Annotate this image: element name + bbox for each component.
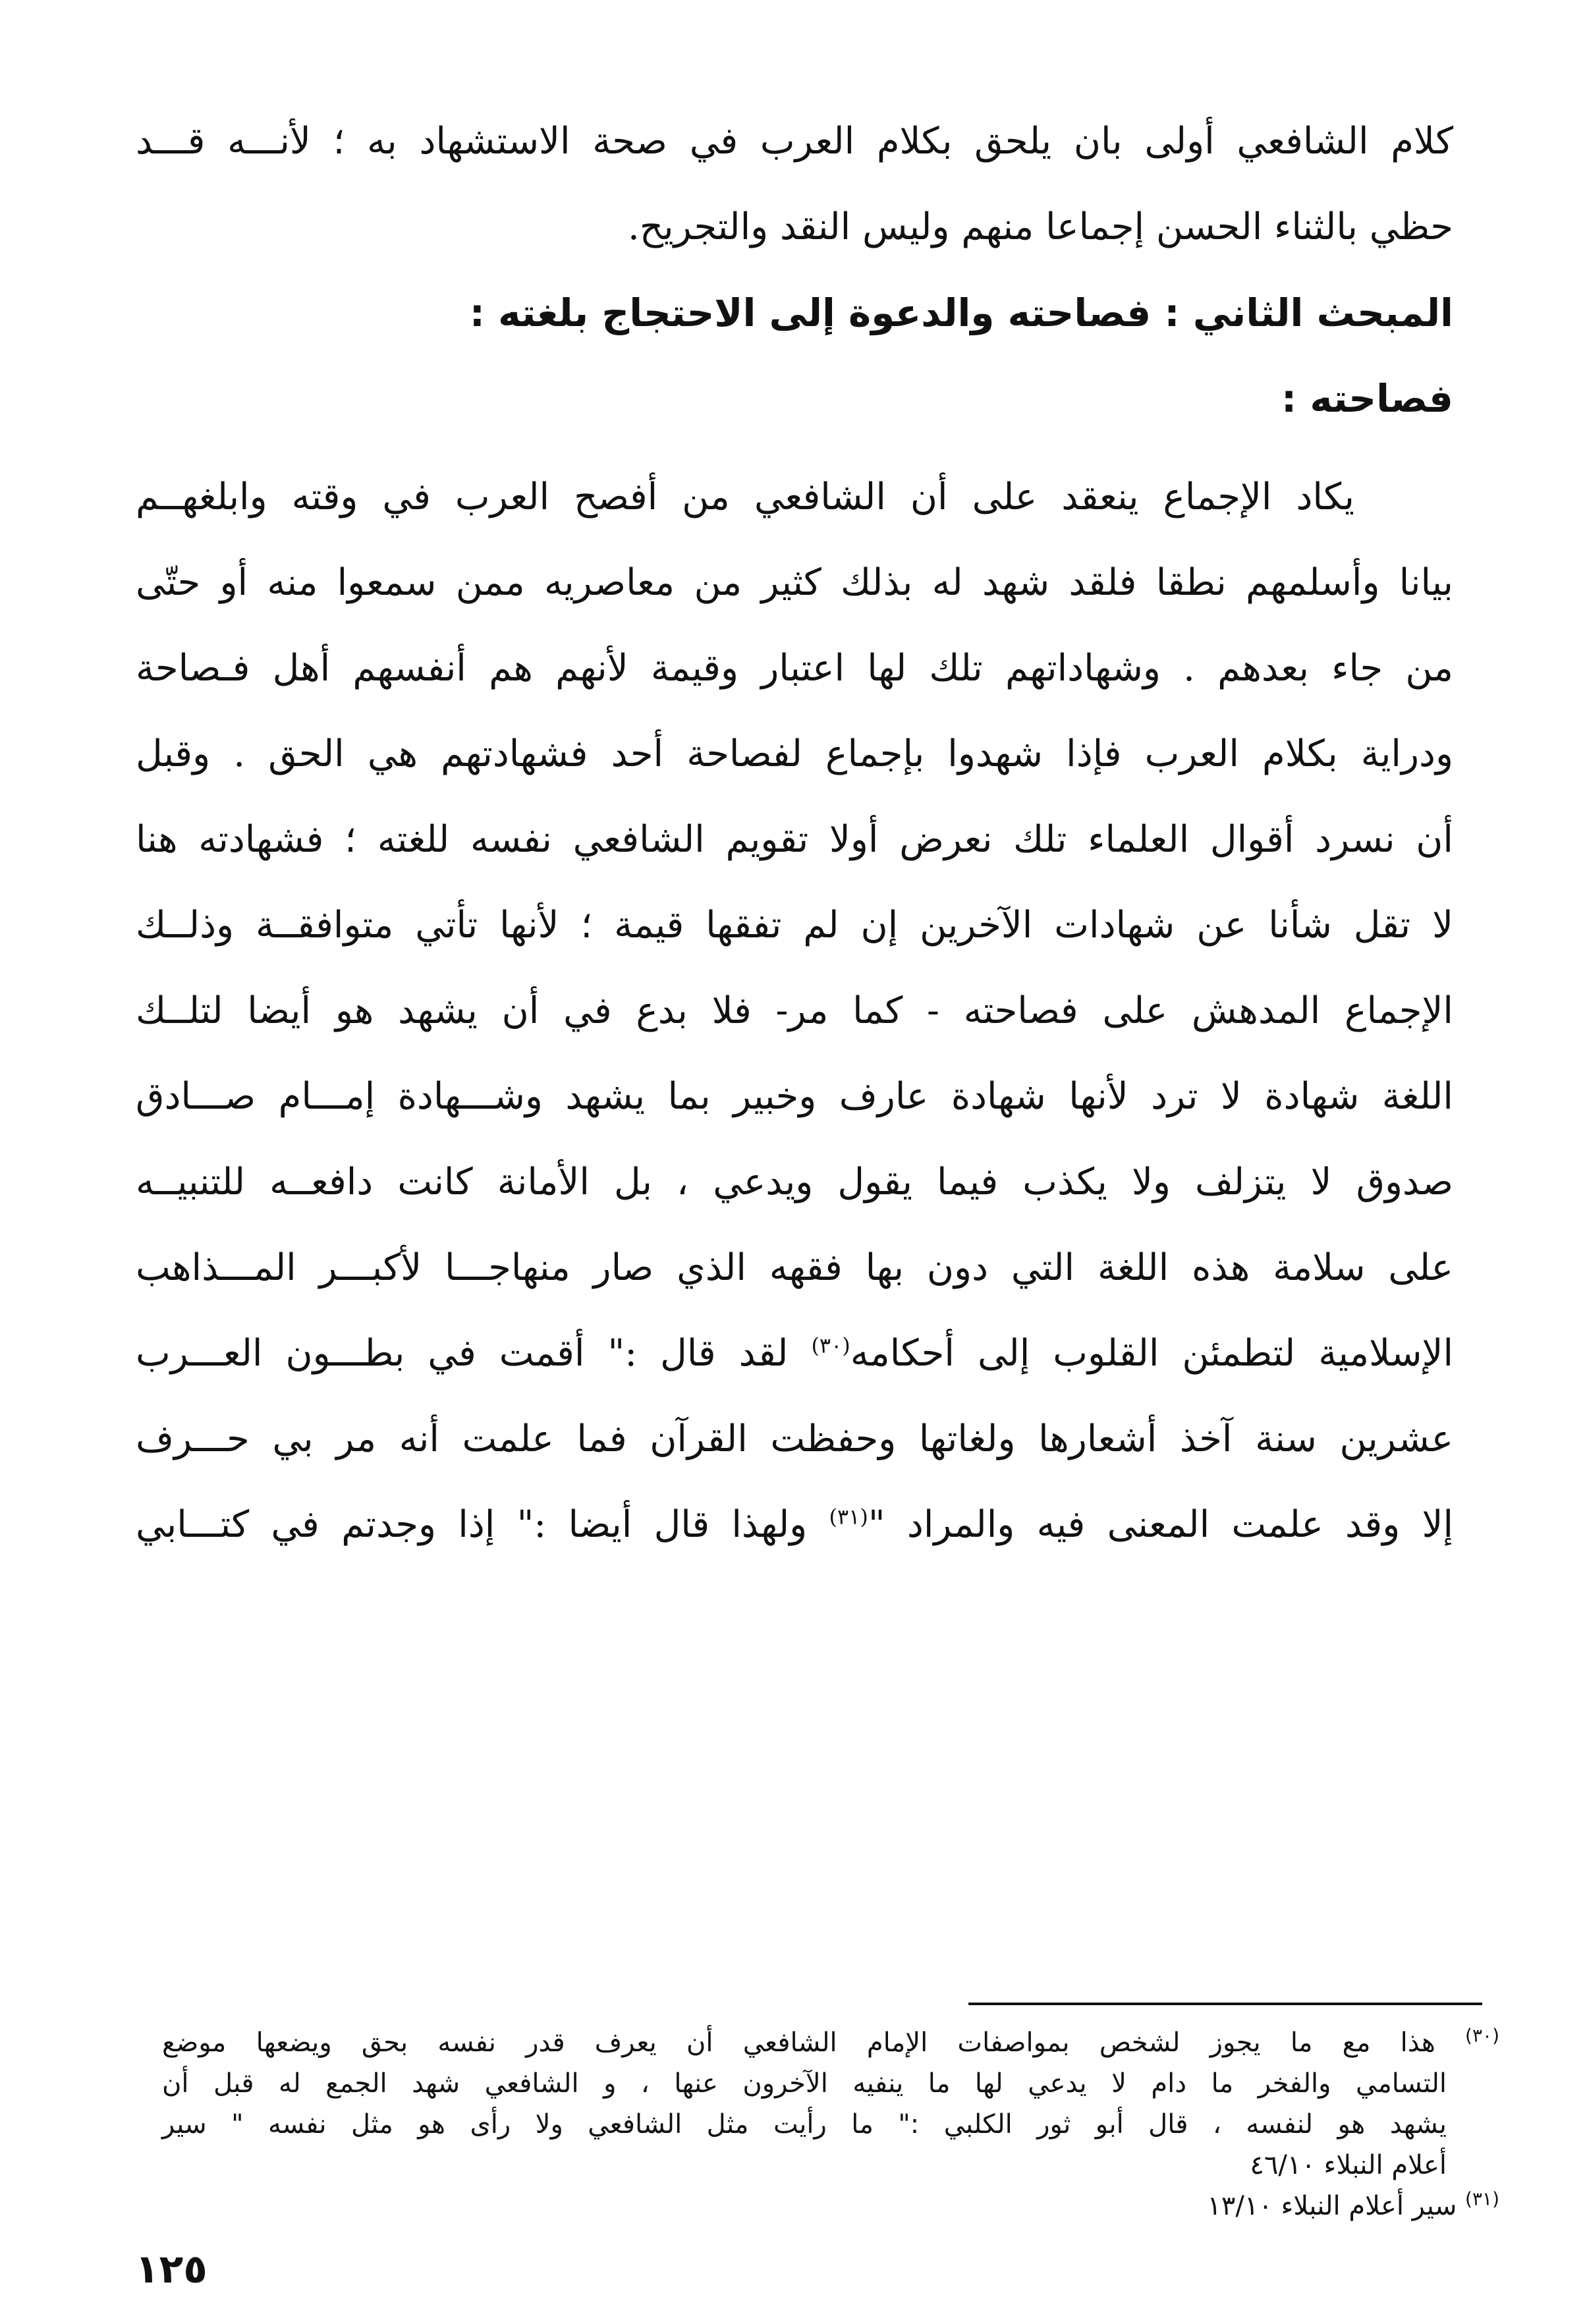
text-line: كلام الشافعي أولى بان يلحق بكلام العرب في صحة الاستشهاد به ؛ لأنـــه قـــد <box>136 120 1453 163</box>
text-line: بيانا وأسلمهم نطقا فلقد شهد له بذلك كثير من معاصريه ممن سمعوا منه أو حتّى <box>136 561 1453 604</box>
text-segment: ولهذا قال أيضا :" إذا وجدتم في كتـــابي <box>136 1503 829 1546</box>
text-line: الإجماع المدهش على فصاحته - كما مر- فلا بدع في أن يشهد هو أيضا لتلــك <box>136 989 1453 1032</box>
text-line: ودراية بكلام العرب فإذا شهدوا بإجماع لفصاحة أحد فشهادتهم هي الحق . وقبل <box>136 733 1453 775</box>
footnote-mark: (٣١) <box>1465 2188 1499 2210</box>
text-segment: إلا وقد علمت المعنى فيه والمراد " <box>868 1503 1454 1546</box>
text-line-with-footnote <box>136 1482 1453 1568</box>
text-line-with-footnote <box>136 1311 1453 1397</box>
footnote-mark: (٣٠) <box>1465 2024 1499 2047</box>
footnote-31 <box>162 2186 1499 2227</box>
subheading: فصاحته : <box>1281 376 1453 421</box>
footnote-text: هذا مع ما يجوز لشخص بمواصفات الإمام الشافعي أن يعرف قدر نفسه بحق ويضعها موضع <box>162 2028 1435 2058</box>
footnote-line: التسامي والفخر ما دام لا يدعي لها ما ينفيه الآخرون عنها ، و الشافعي شهد الجمع له قبل أن <box>162 2068 1447 2099</box>
footnote-ref[interactable]: (٣٠) <box>811 1333 850 1358</box>
text-line: من جاء بعدهم . وشهاداتهم تلك لها اعتبار وقيمة لأنهم هم أنفسهم أهل فـصاحة <box>136 647 1453 690</box>
footnotes <box>162 2022 1499 2227</box>
text-line: صدوق لا يتزلف ولا يكذب فيما يقول ويدعي ، بل الأمانة كانت دافعــه للتنبيــه <box>136 1161 1454 1204</box>
section-heading: المبحث الثاني : فصاحته والدعوة إلى الاحتجاج بلغته : <box>469 290 1453 335</box>
paragraph <box>136 455 1453 1568</box>
footnote-line: يشهد هو لنفسه ، قال أبو ثور الكلبي :" ما رأيت مثل الشافعي ولا رأى هو مثل نفسه " سير <box>162 2109 1447 2140</box>
text-line: عشرين سنة آخذ أشعارها ولغاتها وحفظت القرآن فما علمت أنه مر بي حـــرف <box>136 1418 1453 1460</box>
text-line: حظي بالثناء الحسن إجماعا منهم وليس النقد والتجريح. <box>628 206 1453 248</box>
text-line: يكاد الإجماع ينعقد على أن الشافعي من أفصح العرب في وقته وابلغهــم <box>136 476 1354 518</box>
text-line: اللغة شهادة لا ترد لأنها شهادة عارف وخبير بما يشهد وشـــهادة إمـــام صـــادق <box>136 1075 1453 1118</box>
footnote-line <box>162 2022 1499 2063</box>
text-segment: لقد قال :" أقمت في بطـــون العـــرب <box>136 1332 812 1375</box>
main-text <box>136 99 1453 1568</box>
footnote-30 <box>162 2022 1499 2186</box>
footnote-line <box>162 2186 1499 2227</box>
text-line: على سلامة هذه اللغة التي دون بها فقهه الذي صار منهاجـــا لأكبـــر المـــذاهب <box>136 1246 1453 1289</box>
text-line: أن نسرد أقوال العلماء تلك نعرض أولا تقويم الشافعي نفسه للغته ؛ فشهادته هنا <box>136 818 1453 861</box>
footnote-ref[interactable]: (٣١) <box>829 1504 868 1530</box>
footnote-text: سير أعلام النبلاء ١٣/١٠ <box>1207 2191 1457 2221</box>
text-segment: الإسلامية لتطمئن القلوب إلى أحكامه <box>850 1332 1453 1375</box>
page-number: ١٢٥ <box>135 2246 208 2292</box>
text-line: لا تقل شأنا عن شهادات الآخرين إن لم تفقها قيمة ؛ لأنها تأتي متوافقــة وذلــك <box>136 904 1454 947</box>
footnote-separator <box>968 2003 1482 2005</box>
footnote-line: أعلام النبلاء ٤٦/١٠ <box>1250 2150 1447 2180</box>
